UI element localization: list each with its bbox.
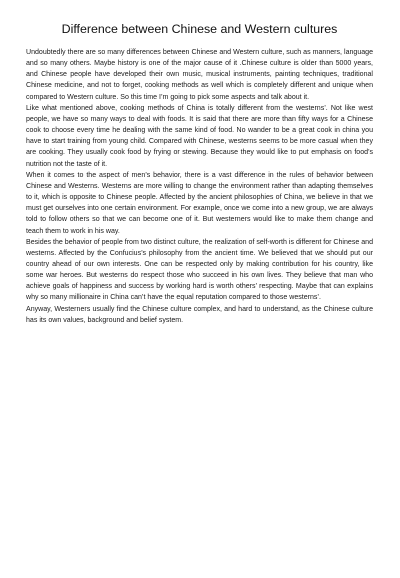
document-body [26,47,373,326]
paragraph-conclusion: Anyway, Westerners usually find the Chinese culture complex, and hard to understand, as the Chinese culture has its own values, background and belief system. [26,305,373,324]
document-title: Difference between Chinese and Western cultures [61,22,338,36]
paragraph-intro: Undoubtedly there are so many differences between Chinese and Western culture, such as manners, language and so many others. Maybe history is one of the major cause of it .Chinese culture is older than 5000 years, and Chinese people have developed their own music, musical instruments, painting techniques, traditional Chinese medicine, and not to forget, cooking methods as well which is completely different and unique when compared to Western culture. So this time I’m going to pick some aspects and talk about it. [26,49,373,101]
paragraph-behavior: When it comes to the aspect of men’s behavior, there is a vast difference in the rules of behavior between Chinese and Westerns. Westerns are more willing to change the environment rather than adapting themselves to it, which is opposite to Chinese people. Affected by the ancient philosophies of China, we believe in that we must get ourselves into one certain environment. For example, once we come into a new group, we are always told to follow others so that we can become one of it. But westerners would like to make them change and teach them to work in his way. [26,171,373,235]
paragraph-self-worth: Besides the behavior of people from two distinct culture, the realization of self-worth is different for Chinese and westerns. Affected by the Confucius’s philosophy from the ancient time. We believed that we should put our country ahead of our own interests. One can be respected only by making contribution for his country, like some war heroes. But westerns do respect those who succeed in his own lives. They believe that man who achieve goals of happiness and success by working hard is worth others’ respecting. Maybe that can explains why so many millionaire in China can’t have the equal reputation compared to those westerns’. [26,238,373,302]
paragraph-cooking: Like what mentioned above, cooking methods of China is totally different from the westerns’. Not like west people, we have so many ways to deal with foods. It is said that there are more than fifty ways for a Chinese cook to choose every time he dealing with the same kind of food. No wander to be a great cook in china you have to start training from young child. Compared with Chinese, westerns seems to be more casual when they are cooking. They usually cook food by frying or stewing. Because they would like to put emphasis on food’s nutrition not the taste of it. [26,104,373,168]
